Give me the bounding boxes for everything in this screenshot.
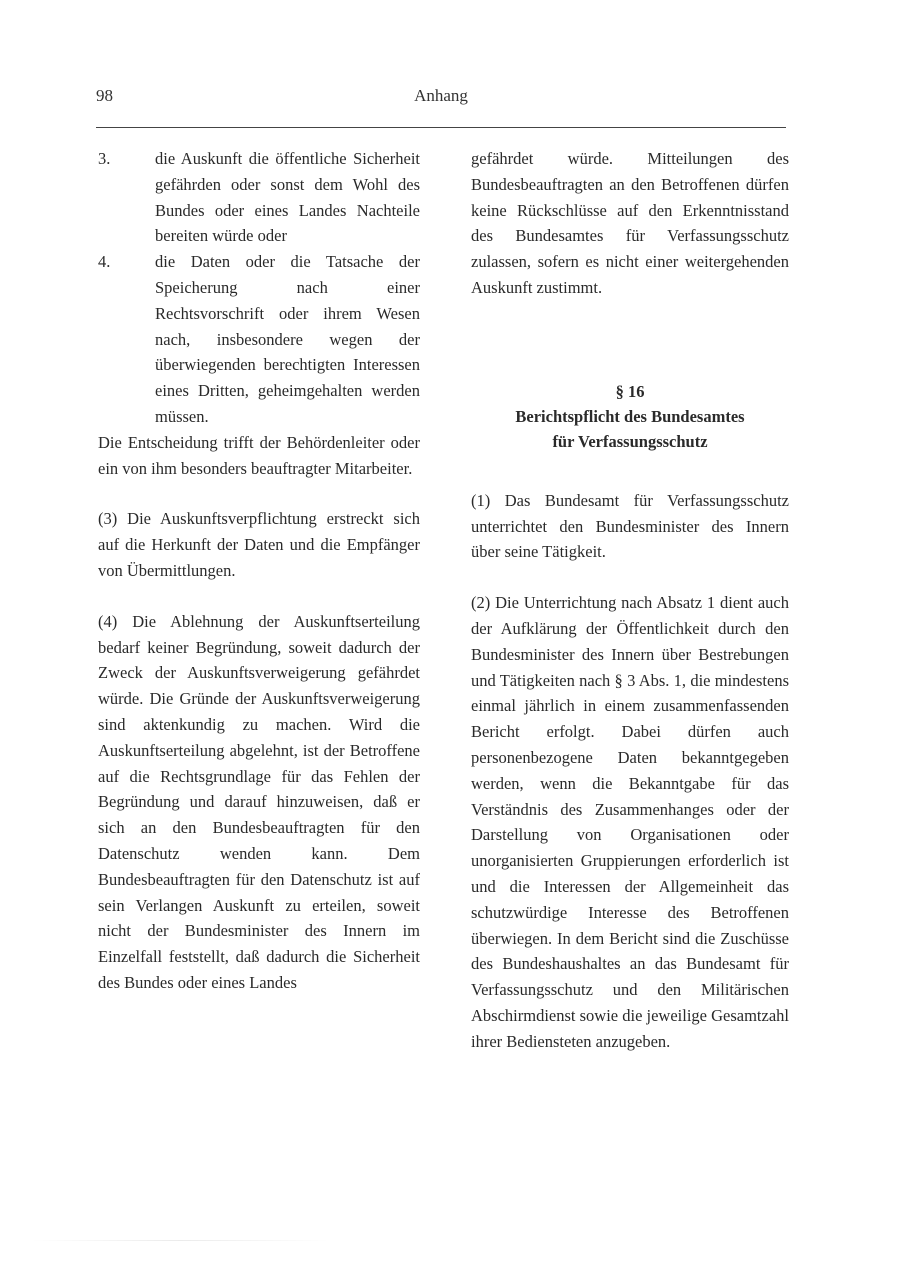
running-head: Anhang (414, 86, 468, 105)
paragraph-continuation: gefährdet würde. Mitteilungen des Bundesbeauftragten an den Betroffenen dürfen keine Rückschlüsse auf den Erkenntnisstand des Bundesamtes für Verfassungsschutz zulassen, sofern es nicht einer weitergehenden Auskunft zustimmt. (471, 149, 789, 297)
section-title-line-2: für Verfassungsschutz (552, 431, 708, 451)
left-column (98, 146, 420, 996)
list-item-text: die Daten oder die Tatsache der Speicherung nach einer Rechtsvorschrift oder ihrem Wesen nach, insbesondere wegen der überwiegenden berechtigten Interessen eines Dritten, geheimgehalten werden müssen. (155, 252, 420, 426)
list-item-number: 4. (98, 252, 111, 272)
paragraph-decision: Die Entscheidung trifft der Behördenleiter oder ein von ihm besonders beauftragter Mitarbeiter. (98, 432, 420, 478)
right-column (471, 146, 789, 1055)
section-number: § 16 (615, 381, 645, 401)
section-title-line-1: Berichtspflicht des Bundesamtes (515, 406, 745, 426)
paragraph-4: (4) Die Ablehnung der Auskunftserteilung bedarf keiner Begründung, soweit dadurch der Zweck der Auskunftsverweigerung gefährdet würde. Die Gründe der Auskunftsverweigerung sind aktenkundig zu machen. Wird die Auskunftserteilung abgelehnt, ist der Betroffene auf die Rechtsgrundlage für das Fehlen der Begründung und darauf hinzuweisen, daß er sich an den Bundesbeauftragten für den Datenschutz wenden kann. Dem Bundesbeauftragten für den Datenschutz ist auf sein Verlangen Auskunft zu erteilen, soweit nicht der Bundesminister des Innern im Einzelfall feststellt, daß dadurch die Sicherheit des Bundes oder eines Landes (98, 611, 420, 992)
list-item-number: 3. (98, 149, 111, 168)
paragraph-16-2: (2) Die Unterrichtung nach Absatz 1 dient auch der Aufklärung der Öffentlichkeit durch den Bundesminister des Innern über Bestrebungen und Tätigkeiten nach § 3 Abs. 1, die mindestens einmal jährlich in einem zusammenfassenden Bericht erfolgt. Dabei dürfen auch personenbezogene Daten bekanntgegeben werden, wenn die Bekanntgabe für das Verständnis des Zusammenhanges oder der Darstellung von Organisationen oder unorganisierten Gruppierungen erforderlich ist und die Interessen der Allgemeinheit das schutzwürdige Interesse des Betroffenen überwiegen. In dem Bericht sind die Zuschüsse des Bundeshaushaltes an das Bundesamt für Verfassungsschutz und den Militärischen Abschirmdienst sowie die jeweilige Gesamtzahl ihrer Bediensteten anzugeben. (471, 593, 789, 1051)
page-number: 98 (96, 86, 113, 105)
list-item-text: die Auskunft die öffentliche Sicherheit gefährden oder sonst dem Wohl des Bundes oder eines Landes Nachteile bereiten würde oder (155, 149, 420, 246)
scan-artifact-line (30, 1240, 330, 1241)
header-rule (96, 127, 786, 128)
paragraph-16-1: (1) Das Bundesamt für Verfassungsschutz unterrichtet den Bundesminister des Innern über seine Tätigkeit. (471, 490, 789, 562)
section-heading (471, 379, 789, 454)
page-header (96, 86, 786, 114)
list-item (98, 249, 420, 430)
paragraph-3: (3) Die Auskunftsverpflichtung erstreckt sich auf die Herkunft der Daten und die Empfänger von Übermittlungen. (98, 509, 420, 580)
list-item (98, 146, 420, 249)
